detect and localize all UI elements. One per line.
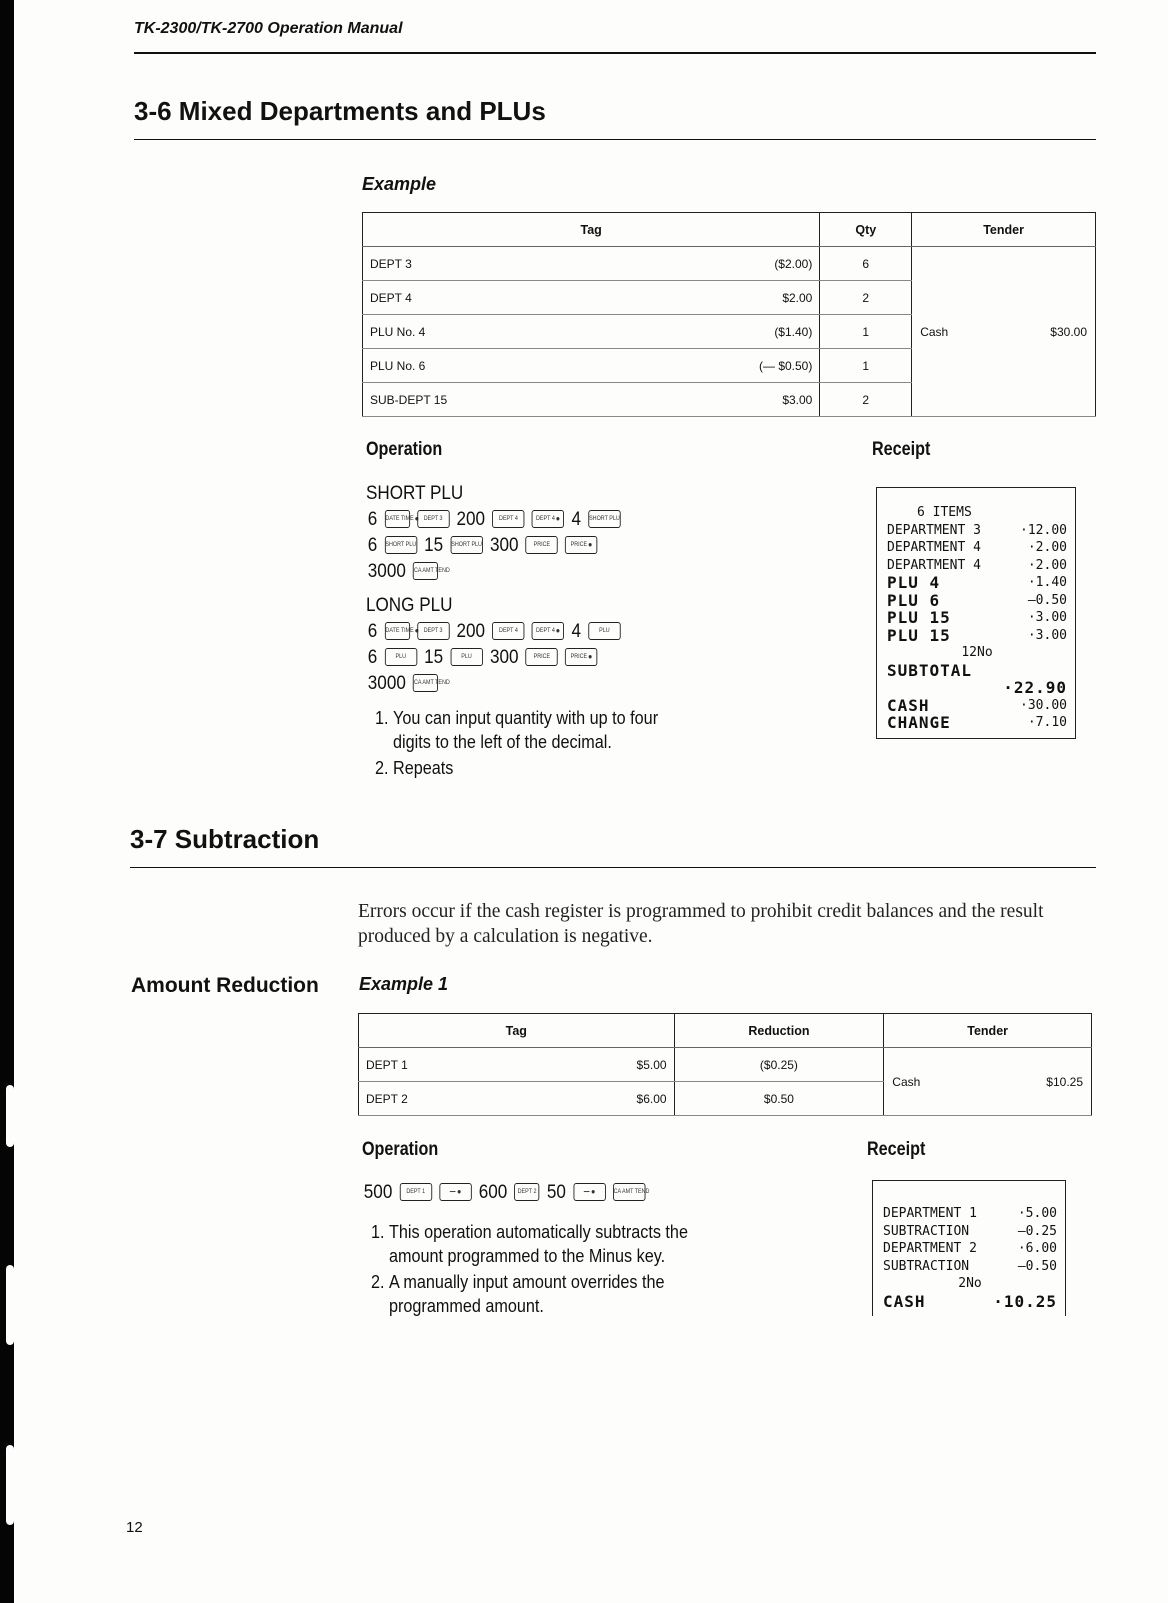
qty-cell: 2: [820, 383, 912, 417]
table-row: [359, 1048, 1092, 1082]
op-line: 6 DATE TIME ● DEPT 3 200 DEPT 4 DEPT 4 ● 4 SHORT PLU: [366, 506, 726, 532]
dept1-key[interactable]: DEPT 1: [400, 1183, 432, 1201]
section-title-3-6: 3-6 Mixed Departments and PLUs: [134, 96, 546, 126]
minus-key[interactable]: − ●: [439, 1183, 471, 1201]
col-header-tender: Tender: [884, 1014, 1092, 1048]
receipt-3-6: [876, 487, 1076, 739]
receipt-line: SUBTRACTION –0.50: [883, 1258, 1057, 1274]
col-header-tender: Tender: [912, 213, 1096, 247]
dept4-key[interactable]: DEPT 4: [492, 510, 524, 528]
dept3-key[interactable]: DEPT 3: [417, 510, 449, 528]
receipt-subtotal-label: SUBTOTAL: [887, 660, 973, 680]
dept4-key[interactable]: DEPT 4 ●: [532, 622, 564, 640]
receipt-line: PLU 4 ·1.40: [887, 573, 1067, 592]
example-1-label: Example 1: [359, 974, 449, 994]
operation-label: Operation: [366, 439, 443, 460]
receipt-line: PLU 6 –0.50: [887, 590, 1067, 610]
section-title-3-7: 3-7 Subtraction: [130, 824, 320, 854]
receipt-line: PLU 15 ·3.00: [887, 625, 1067, 645]
price-cell: (— $0.50): [672, 349, 820, 383]
header-rule: [134, 52, 1096, 54]
receipt-3-7: [872, 1180, 1066, 1316]
receipt-line: PLU 15 ·3.00: [887, 608, 1067, 627]
short-plu-key[interactable]: SHORT PLU: [450, 536, 482, 554]
tender-cell: [912, 247, 1096, 417]
item-cell: DEPT 4: [363, 281, 673, 315]
short-plu-key[interactable]: SHORT PLU: [385, 536, 417, 554]
receipt-cash-line: CASH ·30.00: [887, 695, 1067, 715]
plu-key[interactable]: PLU: [588, 622, 620, 640]
notes-3-7: [362, 1220, 713, 1320]
receipt-label: Receipt: [872, 439, 931, 460]
minus-key[interactable]: − ●: [573, 1183, 605, 1201]
tender-label: Cash: [920, 324, 949, 339]
receipt-label: Receipt: [867, 1139, 926, 1160]
item-cell: DEPT 3: [363, 247, 673, 281]
receipt-count-line: 2No: [958, 1276, 982, 1291]
notes-3-6: [366, 706, 699, 782]
item-cell: DEPT 2: [359, 1082, 559, 1116]
page-number: 12: [126, 1519, 143, 1536]
dept3-key[interactable]: DEPT 3: [417, 622, 449, 640]
note-item: 2. A manually input amount overrides the programmed amount.: [389, 1270, 713, 1318]
section-rule-3-6: [134, 139, 1096, 140]
receipt-line: DEPARTMENT 4 ·2.00: [887, 540, 1067, 555]
qty-cell: 2: [820, 281, 912, 315]
receipt-subtotal-value: ·22.90: [1003, 678, 1067, 697]
tender-cell: [884, 1048, 1092, 1116]
date-time-key[interactable]: DATE TIME ●: [385, 510, 410, 528]
plu-key[interactable]: PLU: [385, 648, 417, 666]
ca-amt-tend-key[interactable]: CA AMT TEND: [413, 562, 438, 580]
operation-sequence-3-6: [366, 480, 726, 696]
qty-cell: 1: [820, 349, 912, 383]
dept4-key[interactable]: DEPT 4 ●: [532, 510, 564, 528]
table-row: [363, 247, 1096, 281]
qty-cell: 1: [820, 315, 912, 349]
item-cell: DEPT 1: [359, 1048, 559, 1082]
price-cell: ($2.00): [672, 247, 820, 281]
col-header-reduction: Reduction: [674, 1014, 884, 1048]
price-cell: ($1.40): [672, 315, 820, 349]
receipt-line: SUBTRACTION –0.25: [883, 1223, 1057, 1239]
price-key[interactable]: PRICE ●: [565, 648, 597, 666]
price-cell: $3.00: [672, 383, 820, 417]
dept2-key[interactable]: DEPT 2: [514, 1183, 539, 1201]
item-cell: SUB-DEPT 15: [363, 383, 673, 417]
receipt-line: DEPARTMENT 3 ·12.00: [887, 522, 1067, 538]
receipt-items-line: 6 ITEMS: [917, 505, 972, 520]
running-head: TK-2300/TK-2700 Operation Manual: [134, 20, 403, 37]
operation-sequence-3-7: [362, 1179, 740, 1205]
op-line: 500 DEPT 1 − ● 600 DEPT 2 50 − ● CA AMT TEND: [362, 1179, 740, 1205]
note-item: 1. This operation automatically subtracts the amount programmed to the Minus key.: [389, 1220, 713, 1268]
date-time-key[interactable]: DATE TIME ●: [385, 622, 410, 640]
price-key[interactable]: PRICE: [526, 536, 558, 554]
amount-reduction-label: Amount Reduction: [131, 974, 319, 997]
ca-amt-tend-key[interactable]: CA AMT TEND: [413, 674, 438, 692]
item-cell: PLU No. 6: [363, 349, 673, 383]
note-item: 2. Repeats: [393, 756, 699, 780]
short-plu-label: SHORT PLU: [366, 482, 464, 504]
item-cell: PLU No. 4: [363, 315, 673, 349]
tender-label: Cash: [892, 1074, 921, 1089]
example-table-3-6: [362, 212, 1096, 417]
op-line: 6 SHORT PLU 15 SHORT PLU 300 PRICE PRICE ●: [366, 532, 726, 558]
section-rule-3-7: [130, 867, 1096, 868]
note-item: 1. You can input quantity with up to four digits to the left of the decimal.: [393, 706, 699, 754]
ca-amt-tend-key[interactable]: CA AMT TEND: [613, 1183, 645, 1201]
short-plu-key[interactable]: SHORT PLU: [588, 510, 620, 528]
receipt-change-line: CHANGE ·7.10: [887, 713, 1067, 732]
long-plu-label: LONG PLU: [366, 594, 453, 616]
price-key[interactable]: PRICE ●: [565, 536, 597, 554]
op-line: 3000 CA AMT TEND: [367, 672, 450, 694]
op-line: 3000 CA AMT TEND: [367, 560, 450, 582]
dept4-key[interactable]: DEPT 4: [492, 622, 524, 640]
price-cell: $5.00: [558, 1048, 674, 1082]
tender-amount: $10.25: [1046, 1074, 1083, 1089]
col-header-tag: Tag: [359, 1014, 675, 1048]
col-header-qty: Qty: [820, 213, 912, 247]
binder-strip: [0, 0, 14, 1603]
price-cell: $2.00: [672, 281, 820, 315]
plu-key[interactable]: PLU: [450, 648, 482, 666]
receipt-line: DEPARTMENT 4 ·2.00: [887, 557, 1067, 573]
tender-amount: $30.00: [1050, 324, 1087, 339]
receipt-cash-line: CASH ·10.25: [883, 1291, 1057, 1311]
receipt-line: DEPARTMENT 2 ·6.00: [883, 1241, 1057, 1256]
reduction-cell: $0.50: [674, 1082, 884, 1116]
reduction-cell: ($0.25): [674, 1048, 884, 1082]
price-key[interactable]: PRICE: [526, 648, 558, 666]
price-cell: $6.00: [558, 1082, 674, 1116]
body-paragraph: Errors occur if the cash register is programmed to prohibit credit balances and the result produced by a calculation is negative.: [358, 901, 1044, 947]
op-line: 6 DATE TIME ● DEPT 3 200 DEPT 4 DEPT 4 ● 4 PLU: [366, 618, 726, 644]
receipt-line: DEPARTMENT 1 ·5.00: [883, 1206, 1057, 1221]
qty-cell: 6: [820, 247, 912, 281]
col-header-tag: Tag: [363, 213, 820, 247]
example-table-3-7: [358, 1013, 1092, 1116]
op-line: 6 PLU 15 PLU 300 PRICE PRICE ●: [366, 644, 726, 670]
operation-label: Operation: [362, 1139, 439, 1160]
receipt-count-line: 12No: [961, 645, 993, 660]
example-label: Example: [362, 174, 437, 194]
